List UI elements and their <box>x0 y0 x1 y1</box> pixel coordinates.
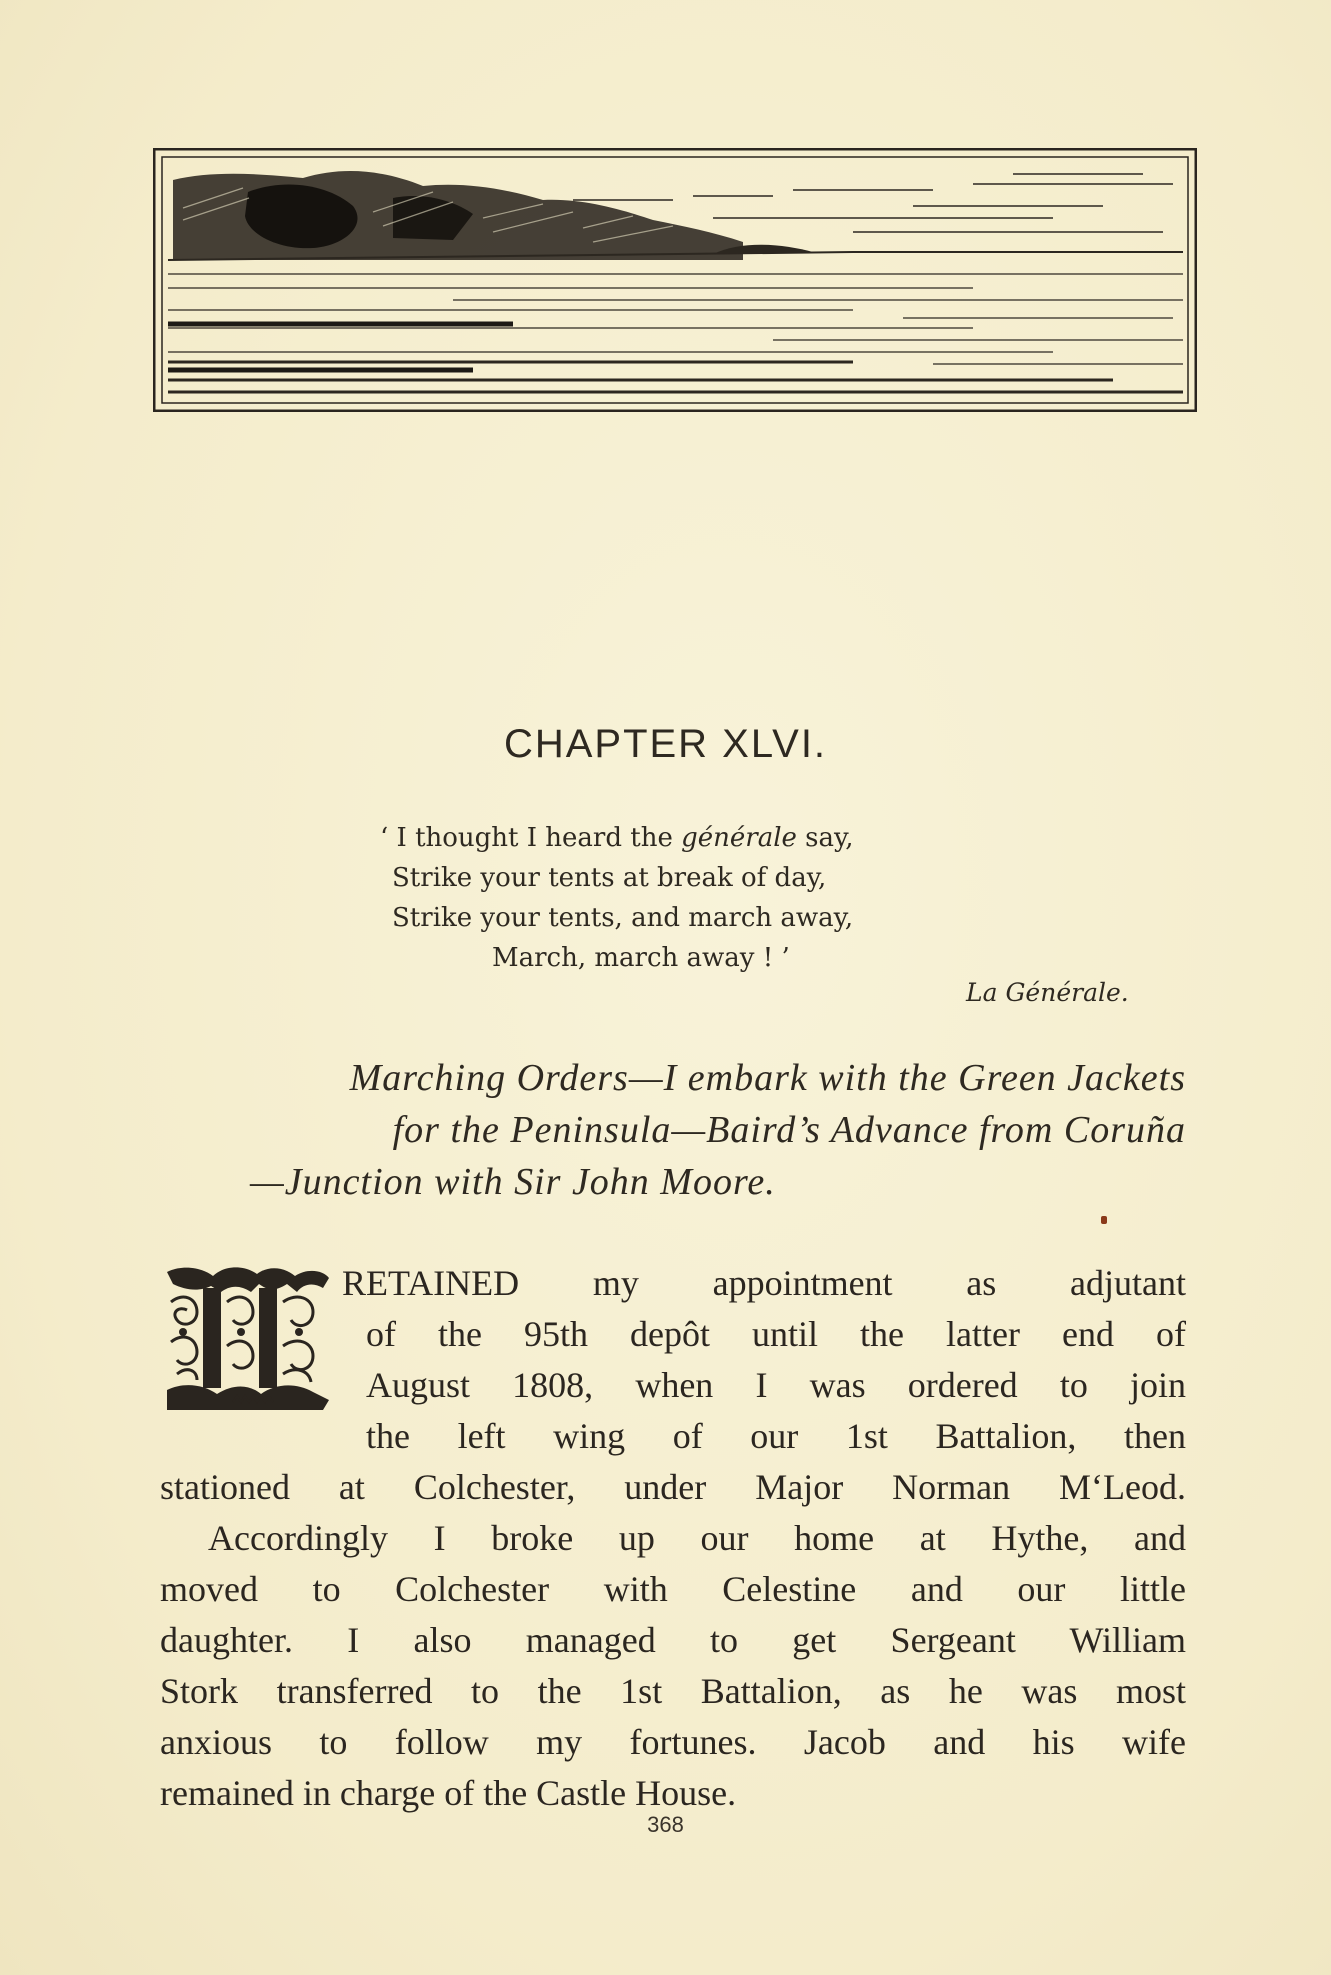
body-line: stationed at Colchester, under Major Norman M‘Leod. <box>160 1467 1186 1507</box>
chapter-title: CHAPTER XLVI. <box>503 722 828 766</box>
epigraph-line: Strike your tents at break of day, <box>392 863 827 893</box>
summary-line: Marching Orders—I embark with the Green Jackets <box>349 1057 1186 1099</box>
summary-line: for the Peninsula—Baird’s Advance from Coruña <box>392 1109 1186 1151</box>
body-text <box>160 1258 1186 1819</box>
ornament-dot <box>1101 1216 1107 1224</box>
body-line: of the 95th depôt until the latter end of <box>366 1314 1186 1354</box>
body-line: remained in charge of the Castle House. <box>160 1773 737 1813</box>
epigraph-line: March, march away ! ’ <box>492 943 790 973</box>
epigraph-line <box>380 818 940 858</box>
body-line: daughter. I also managed to get Sergeant William <box>160 1620 1186 1660</box>
body-line: August 1808, when I was ordered to join <box>366 1365 1186 1405</box>
epigraph <box>380 818 940 978</box>
body-line: moved to Colchester with Celestine and our little <box>160 1569 1186 1609</box>
summary-line: —Junction with Sir John Moore. <box>250 1161 776 1203</box>
chapter-summary <box>160 1052 1186 1208</box>
epigraph-attribution: La Générale. <box>966 978 1129 1007</box>
header-engraving <box>153 148 1197 412</box>
body-line: Accordingly I broke up our home at Hythe, and <box>208 1518 1186 1558</box>
epigraph-text: ‘ I thought I heard the <box>380 823 682 853</box>
body-line: RETAINED my appointment as adjutant <box>342 1263 1186 1303</box>
body-line: anxious to follow my fortunes. Jacob and his wife <box>160 1722 1186 1762</box>
epigraph-italic: générale <box>681 823 797 853</box>
body-line: Stork transferred to the 1st Battalion, as he was most <box>160 1671 1186 1711</box>
epigraph-text: say, <box>796 823 854 853</box>
epigraph-line: Strike your tents, and march away, <box>392 903 854 933</box>
page-number: 368 <box>647 1812 684 1837</box>
body-line: the left wing of our 1st Battalion, then <box>366 1416 1186 1456</box>
